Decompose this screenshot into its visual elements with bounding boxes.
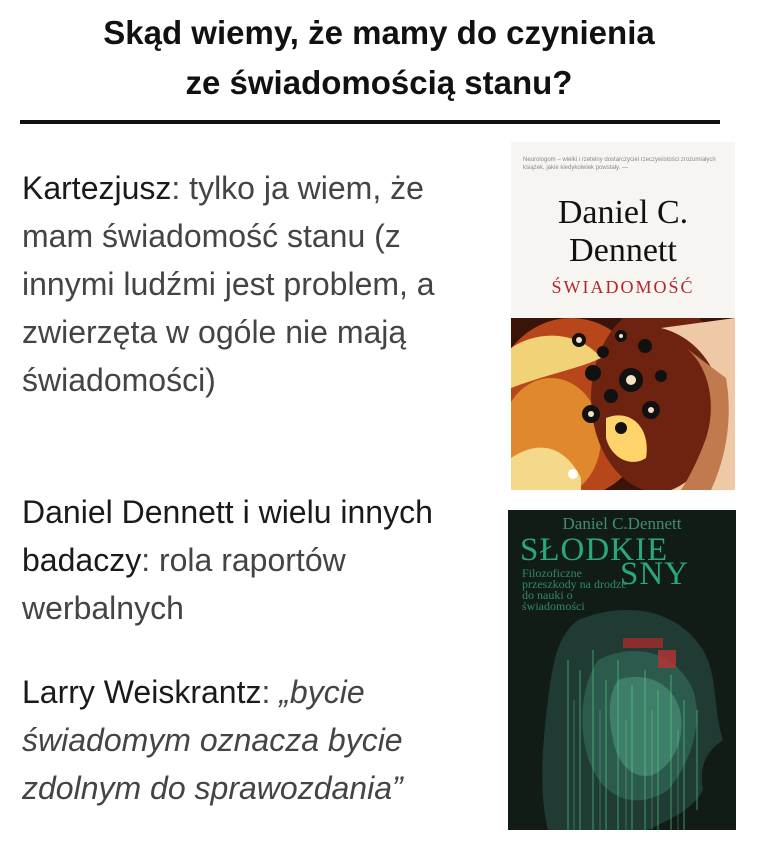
slide-title bbox=[0, 8, 758, 108]
paragraph-dennett bbox=[22, 488, 492, 632]
book-subtitle: Filozoficzne przeszkody na drodze do nauki o świadomości bbox=[522, 566, 627, 613]
book-author-line1: Daniel C. bbox=[557, 194, 689, 231]
paragraph-separator: : bbox=[261, 674, 280, 710]
paragraph-name: Daniel Dennett i wielu innych badaczy bbox=[22, 494, 433, 578]
paragraph-text: : tylko ja wiem, że mam świadomość stanu (z innymi ludźmi jest problem, a zwierzęta w ogóle nie mają świadomości) bbox=[22, 170, 435, 398]
book-author bbox=[511, 194, 735, 270]
book-title-part1: SŁODKIE bbox=[520, 532, 669, 568]
title-divider bbox=[20, 120, 720, 124]
book-author-line2: Dennett bbox=[569, 232, 677, 269]
paragraph-weiskrantz bbox=[22, 668, 492, 812]
paragraph-quote: „bycie świadomym oznacza bycie zdolnym do sprawozdania” bbox=[22, 674, 403, 806]
paragraph-name: Larry Weiskrantz bbox=[22, 674, 262, 710]
slide-title-line2: ze świadomością stanu? bbox=[185, 64, 573, 101]
book-title: ŚWIADOMOŚĆ bbox=[551, 277, 695, 297]
book-cover-swiadomosc bbox=[511, 142, 735, 490]
book-author: Daniel C.Dennett bbox=[562, 514, 682, 533]
paragraph-kartezjusz bbox=[22, 164, 492, 404]
paragraph-name: Kartezjusz bbox=[22, 170, 172, 206]
paragraph-text: : rola raportów werbalnych bbox=[22, 542, 346, 626]
book-cover-artwork bbox=[511, 318, 735, 490]
slide-title-line1: Skąd wiemy, że mamy do czynienia bbox=[103, 14, 655, 51]
book-cover-slodkie-sny bbox=[508, 510, 736, 830]
book-cover-blurb: Neurologom – wielki i rzetelny dostarczyciel rzeczywistości zrozumiałych książek, jakie kiedykolwiek powstały. — bbox=[523, 157, 716, 171]
book-title-part2: SNY bbox=[620, 556, 690, 592]
